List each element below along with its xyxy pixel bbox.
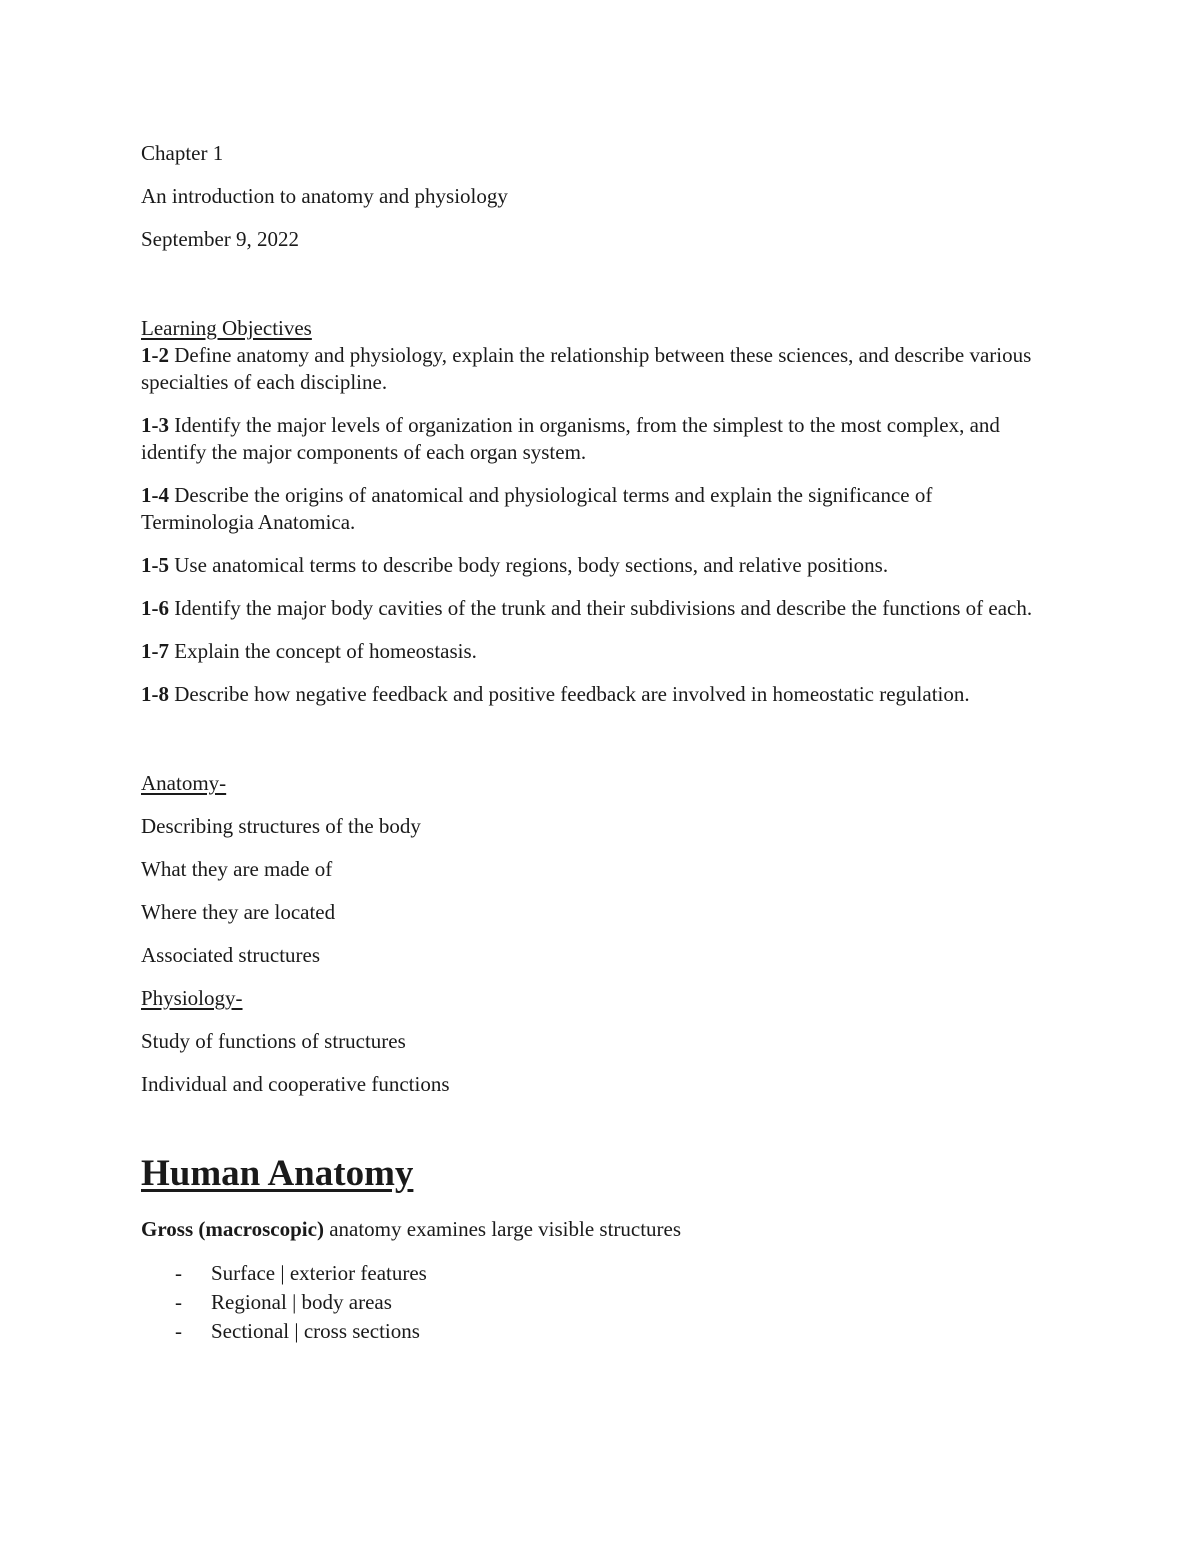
objective-item: [141, 342, 1041, 396]
physiology-line: Study of functions of structures: [141, 1029, 406, 1053]
objective-number: 1-6: [141, 596, 169, 620]
objective-number: 1-5: [141, 553, 169, 577]
objective-item: [141, 412, 1041, 466]
dash-marker: -: [175, 1261, 182, 1285]
anatomy-line: Where they are located: [141, 900, 336, 924]
chapter-title: An introduction to anatomy and physiology: [141, 184, 508, 208]
objective-text: Explain the concept of homeostasis.: [169, 639, 477, 663]
physiology-line: Individual and cooperative functions: [141, 1072, 450, 1096]
objective-text: Use anatomical terms to describe body regions, body sections, and relative positions.: [169, 553, 889, 577]
anatomy-line: Associated structures: [141, 943, 321, 967]
dash-marker: -: [175, 1319, 182, 1343]
gross-anatomy-line: [141, 1216, 1041, 1243]
list-item-text: Surface | exterior features: [211, 1261, 427, 1285]
list-item-text: Sectional | cross sections: [211, 1319, 420, 1343]
objective-item: [141, 595, 1041, 622]
list-item: [141, 1288, 1041, 1317]
objective-number: 1-7: [141, 639, 169, 663]
objective-text: Define anatomy and physiology, explain the relationship between these sciences, and describe various specialties of each discipline.: [141, 343, 1032, 394]
objective-number: 1-8: [141, 682, 169, 706]
list-item-text: Regional | body areas: [211, 1290, 392, 1314]
objective-item: [141, 681, 1041, 708]
anatomy-line: Describing structures of the body: [141, 814, 421, 838]
objective-item: [141, 482, 1041, 536]
human-anatomy-section: [141, 1152, 1041, 1346]
human-anatomy-heading: Human Anatomy: [141, 1153, 414, 1194]
dash-marker: -: [175, 1290, 182, 1314]
objective-item: [141, 552, 1041, 579]
objective-item: [141, 638, 1041, 665]
physiology-section: [141, 985, 1041, 1098]
objective-text: Describe how negative feedback and positive feedback are involved in homeostatic regulation.: [169, 682, 970, 706]
learning-objectives-section: [141, 315, 1041, 708]
objective-number: 1-4: [141, 483, 169, 507]
list-item: [141, 1317, 1041, 1346]
list-item: [141, 1259, 1041, 1288]
objective-text: Identify the major levels of organization in organisms, from the simplest to the most complex, and identify the major components of each organ system.: [141, 413, 1000, 464]
physiology-heading: Physiology-: [141, 986, 243, 1010]
objective-text: Describe the origins of anatomical and physiological terms and explain the significance of Terminologia Anatomica.: [141, 483, 933, 534]
gross-anatomy-text: anatomy examines large visible structures: [323, 1217, 682, 1241]
document-page: [141, 140, 1041, 1346]
anatomy-heading: Anatomy-: [141, 771, 227, 795]
anatomy-section: [141, 770, 1041, 969]
gross-anatomy-term: Gross (macroscopic): [141, 1217, 324, 1241]
objective-number: 1-2: [141, 343, 169, 367]
objective-number: 1-3: [141, 413, 169, 437]
gross-anatomy-list: [141, 1259, 1041, 1346]
document-date: September 9, 2022: [141, 227, 300, 251]
chapter-label: Chapter 1: [141, 141, 224, 165]
objective-text: Identify the major body cavities of the trunk and their subdivisions and describe the functions of each.: [169, 596, 1033, 620]
learning-objectives-heading: Learning Objectives: [141, 316, 312, 340]
anatomy-line: What they are made of: [141, 857, 333, 881]
